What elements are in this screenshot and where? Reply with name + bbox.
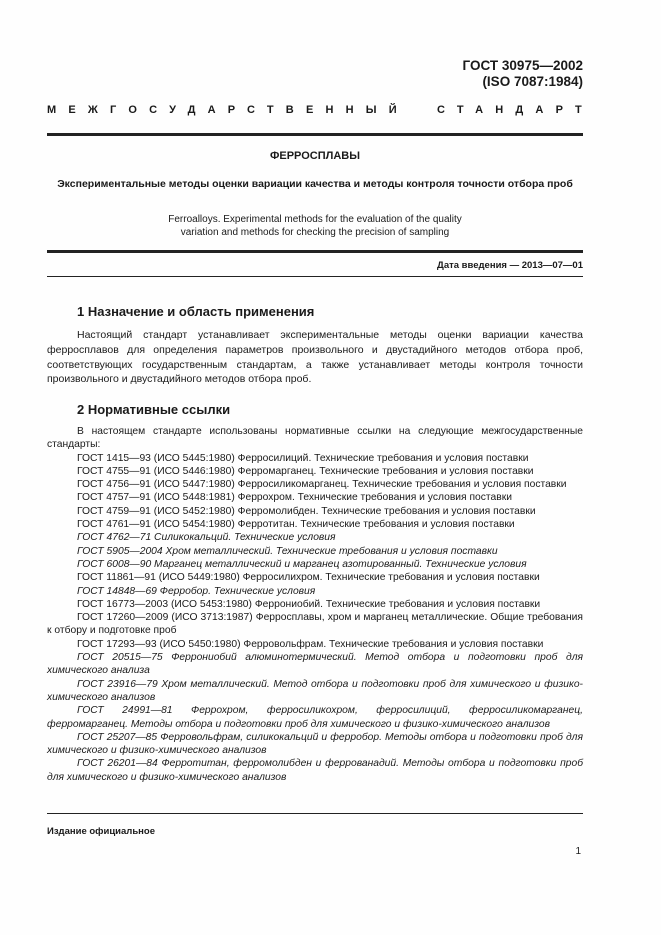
- reference-item: ГОСТ 4761—91 (ИСО 5454:1980) Ферротитан. Технические требования и условия поставки: [77, 519, 515, 531]
- english-title-line2: variation and methods for checking the precision of sampling: [180, 227, 450, 238]
- reference-item: ГОСТ 4759—91 (ИСО 5452:1980) Ферромолибден. Технические требования и условия поставки: [77, 505, 536, 517]
- standard-number: ГОСТ 30975—2002: [462, 58, 583, 73]
- footer-rule: [47, 813, 583, 814]
- normative-references: [47, 425, 583, 784]
- official-edition-label: Издание официальное: [47, 826, 155, 837]
- reference-item: ГОСТ 4762—71 Силикокальций. Технические условия: [77, 532, 336, 544]
- reference-item: ГОСТ 25207—85 Ферровольфрам, силикокальций и ферробор. Методы отбора и подготовки проб для химического и физико-химического анализов: [47, 731, 583, 757]
- header-rule: [47, 133, 583, 136]
- reference-item: ГОСТ 14848—69 Ферробор. Технические условия: [77, 585, 316, 597]
- section1-paragraph: Настоящий стандарт устанавливает экспериментальные методы оценки вариации качества ферросплавов для определения параметров произвольного и двустадийного методов отбора проб, соответствующих государственным стандартам, а также устанавливает методы контроля точности произвольного и двустадийного методов отбора проб.: [47, 329, 583, 386]
- english-title-line1: Ferroalloys. Experimental methods for the evaluation of the quality: [168, 214, 462, 225]
- document-title: ФЕРРОСПЛАВЫ: [269, 150, 361, 162]
- reference-item: ГОСТ 17293—93 (ИСО 5450:1980) Ферровольфрам. Технические требования и условия поставки: [77, 638, 544, 650]
- date-rule: [47, 276, 583, 277]
- standard-number-block: [463, 58, 583, 90]
- standard-type-word1: МЕЖГОСУДАРСТВЕННЫЙ: [47, 104, 409, 116]
- section1-body: [47, 328, 583, 387]
- reference-item: ГОСТ 1415—93 (ИСО 5445:1980) Ферросилиций. Технические требования и условия поставки: [77, 452, 529, 464]
- section2-heading: 2 Нормативные ссылки: [77, 402, 231, 417]
- reference-item: ГОСТ 17260—2009 (ИСО 3713:1987) Ферросплавы, хром и марганец металлические. Общие требования к отбору и подготовке проб: [47, 612, 583, 637]
- document-subtitle: Экспериментальные методы оценки вариации качества и методы контроля точности отбора проб: [57, 178, 573, 190]
- reference-item: ГОСТ 20515—75 Феррониобий алюминотермический. Метод отбора и подготовки проб для химического анализа: [47, 652, 583, 677]
- reference-item: ГОСТ 24991—81 Феррохром, ферросиликохром, ферросилиций, ферросиликомарганец, ферромарганец. Методы отбора и подготовки проб для химического и физико-химического анализов: [47, 705, 583, 730]
- reference-item: ГОСТ 23916—79 Хром металлический. Метод отбора и подготовки проб для химического и физико-химического анализов: [47, 678, 583, 703]
- section1-heading: 1 Назначение и область применения: [77, 304, 315, 319]
- reference-item: ГОСТ 4755—91 (ИСО 5446:1980) Ферромарганец. Технические требования и условия поставки: [77, 465, 534, 477]
- iso-number: (ISO 7087:1984): [482, 74, 583, 89]
- page-number: 1: [575, 846, 581, 857]
- section2-intro: В настоящем стандарте использованы нормативные ссылки на следующие межгосударственные стандарты:: [47, 426, 583, 451]
- standard-type-line: [47, 104, 594, 116]
- effective-date: Дата введения — 2013—07—01: [437, 260, 583, 271]
- reference-item: ГОСТ 6008—90 Марганец металлический и марганец азотированный. Технические условия: [77, 558, 527, 570]
- reference-item: ГОСТ 5905—2004 Хром металлический. Технические требования и условия поставки: [77, 545, 498, 557]
- reference-item: ГОСТ 4757—91 (ИСО 5448:1981) Феррохром. Технические требования и условия поставки: [77, 492, 512, 504]
- reference-item: ГОСТ 16773—2003 (ИСО 5453:1980) Феррониобий. Технические требования и условия поставки: [77, 598, 541, 610]
- reference-item: ГОСТ 4756—91 (ИСО 5447:1980) Ферросиликомарганец. Технические требования и условия поставки: [77, 479, 567, 491]
- standard-type-word2: СТАНДАРТ: [437, 104, 594, 116]
- english-title: [47, 213, 583, 239]
- reference-item: ГОСТ 11861—91 (ИСО 5449:1980) Ферросилихром. Технические требования и условия поставки: [77, 572, 540, 584]
- title-rule: [47, 250, 583, 253]
- reference-item: ГОСТ 26201—84 Ферротитан, ферромолибден и феррованадий. Методы отбора и подготовки проб для химического и физико-химического анализов: [47, 758, 583, 783]
